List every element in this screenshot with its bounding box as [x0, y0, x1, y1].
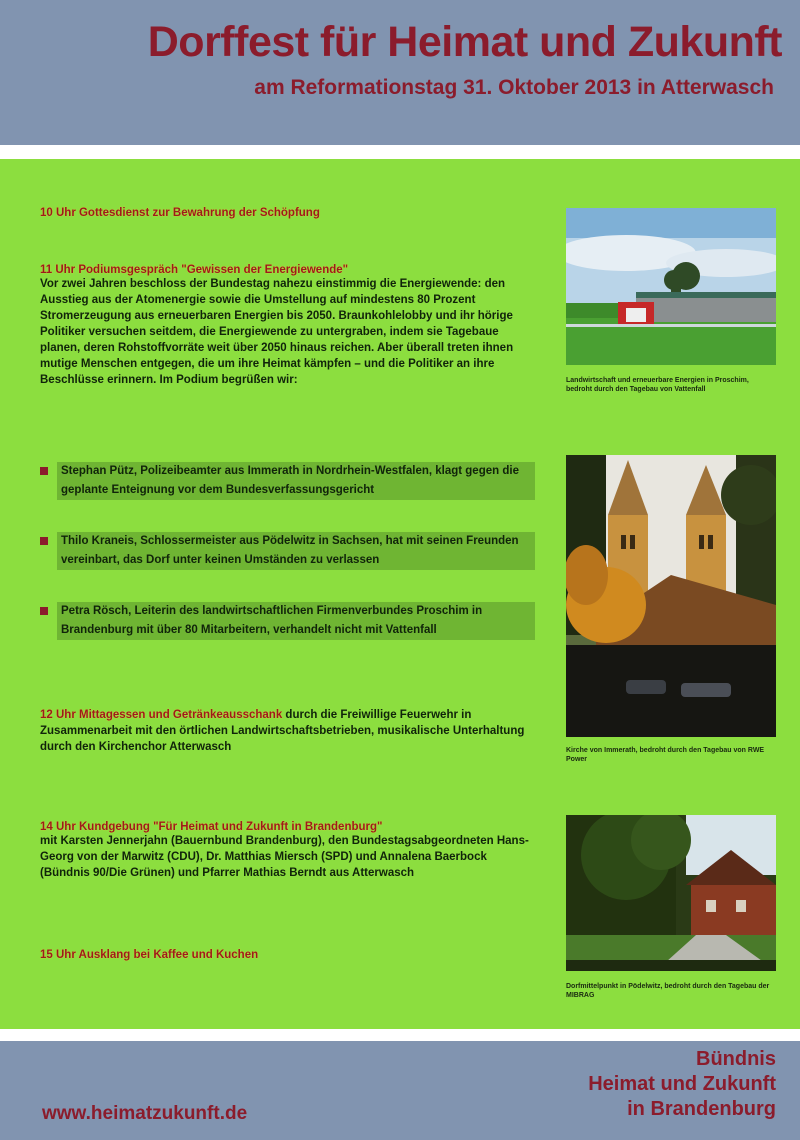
program-area: [0, 159, 800, 1029]
header-banner: [0, 0, 800, 145]
church-photo: [566, 455, 776, 737]
org-line: Heimat und Zukunft: [588, 1073, 776, 1095]
village-photo: [566, 815, 776, 971]
program-item-2-text: Vor zwei Jahren beschloss der Bundestag nahezu einstimmig die Energiewende: den Ausstieg aus der Atomenergie sowie die Umstellung auf mindestens 80 Prozent Stromerzeugung aus erneuerbaren Energien bis 2050. Braunkohlelobby und ihr hörige Politiker versuchen seitdem, die Energiewende zu untergraben, indem sie Tagebaue planen, deren Rohstoffvorräte weit über 2050 hinaus reichen. Aber überall treten ihnen mutige Menschen entgegen, die um ihre Heimat kämpfen – und die Politiker an ihre Beschlüsse erinnern. Im Podium begrüßen wir:: [40, 278, 514, 386]
village-photo-caption: Dorfmittelpunkt in Pödelwitz, bedroht durch den Tagebau der MIBRAG: [566, 983, 770, 999]
speaker-text: Stephan Pütz, Polizeibeamter aus Immerath in Nordrhein-Westfalen, klagt gegen die geplante Enteignung vor dem Bundesverfassungsgericht: [57, 462, 535, 500]
program-item-4-heading: 14 Uhr Kundgebung "Für Heimat und Zukunft in Brandenburg": [40, 821, 383, 833]
program-item-3-heading: 12 Uhr Mittagessen und Getränkeausschank: [40, 709, 283, 721]
org-line: in Brandenburg: [627, 1098, 776, 1120]
organization-name: [588, 1047, 776, 1122]
farm-photo: [566, 208, 776, 365]
bullet-square-icon: [40, 537, 48, 545]
website-link[interactable]: www.heimatzukunft.de: [42, 1103, 248, 1124]
program-item-3: [40, 707, 530, 755]
program-item-1-heading: 10 Uhr Gottesdienst zur Bewahrung der Schöpfung: [40, 207, 320, 219]
program-item-4: [40, 821, 530, 881]
org-line: Bündnis: [696, 1048, 776, 1070]
footer-banner: [0, 1041, 800, 1140]
speaker-text: Petra Rösch, Leiterin des landwirtschaftlichen Firmenverbundes Proschim in Brandenburg mit über 80 Mitarbeitern, verhandelt nicht mit Vattenfall: [57, 602, 535, 640]
farm-photo-caption: Landwirtschaft und erneuerbare Energien in Proschim, bedroht durch den Tagebau von Vattenfall: [566, 377, 749, 393]
page-subtitle: am Reformationstag 31. Oktober 2013 in Atterwasch: [254, 76, 774, 99]
program-item-5-heading: 15 Uhr Ausklang bei Kaffee und Kuchen: [40, 949, 259, 961]
page-title: Dorffest für Heimat und Zukunft: [147, 18, 782, 66]
speaker-text: Thilo Kraneis, Schlossermeister aus Pödelwitz in Sachsen, hat mit seinen Freunden vereinbart, das Dorf unter keinen Umständen zu verlassen: [57, 532, 535, 570]
church-photo-caption: Kirche von Immerath, bedroht durch den Tagebau von RWE Power: [566, 747, 765, 763]
bullet-square-icon: [40, 607, 48, 615]
program-item-2: [40, 264, 530, 388]
program-item-4-text: mit Karsten Jennerjahn (Bauernbund Brandenburg), den Bundestagsabgeordneten Hans-Georg von der Marwitz (CDU), Dr. Matthias Miersch (SPD) und Annalena Baerbock (Bündnis 90/Die Grünen) und Pfarrer Mathias Berndt aus Atterwasch: [40, 835, 529, 879]
bullet-square-icon: [40, 467, 48, 475]
program-item-2-heading: 11 Uhr Podiumsgespräch "Gewissen der Energiewende": [40, 264, 349, 276]
program-item-3-text: durch die Freiwillige Feuerwehr in Zusammenarbeit mit den örtlichen Landwirtschaftsbetrieben, musikalische Unterhaltung durch den Kirchenchor Atterwasch: [40, 709, 525, 753]
